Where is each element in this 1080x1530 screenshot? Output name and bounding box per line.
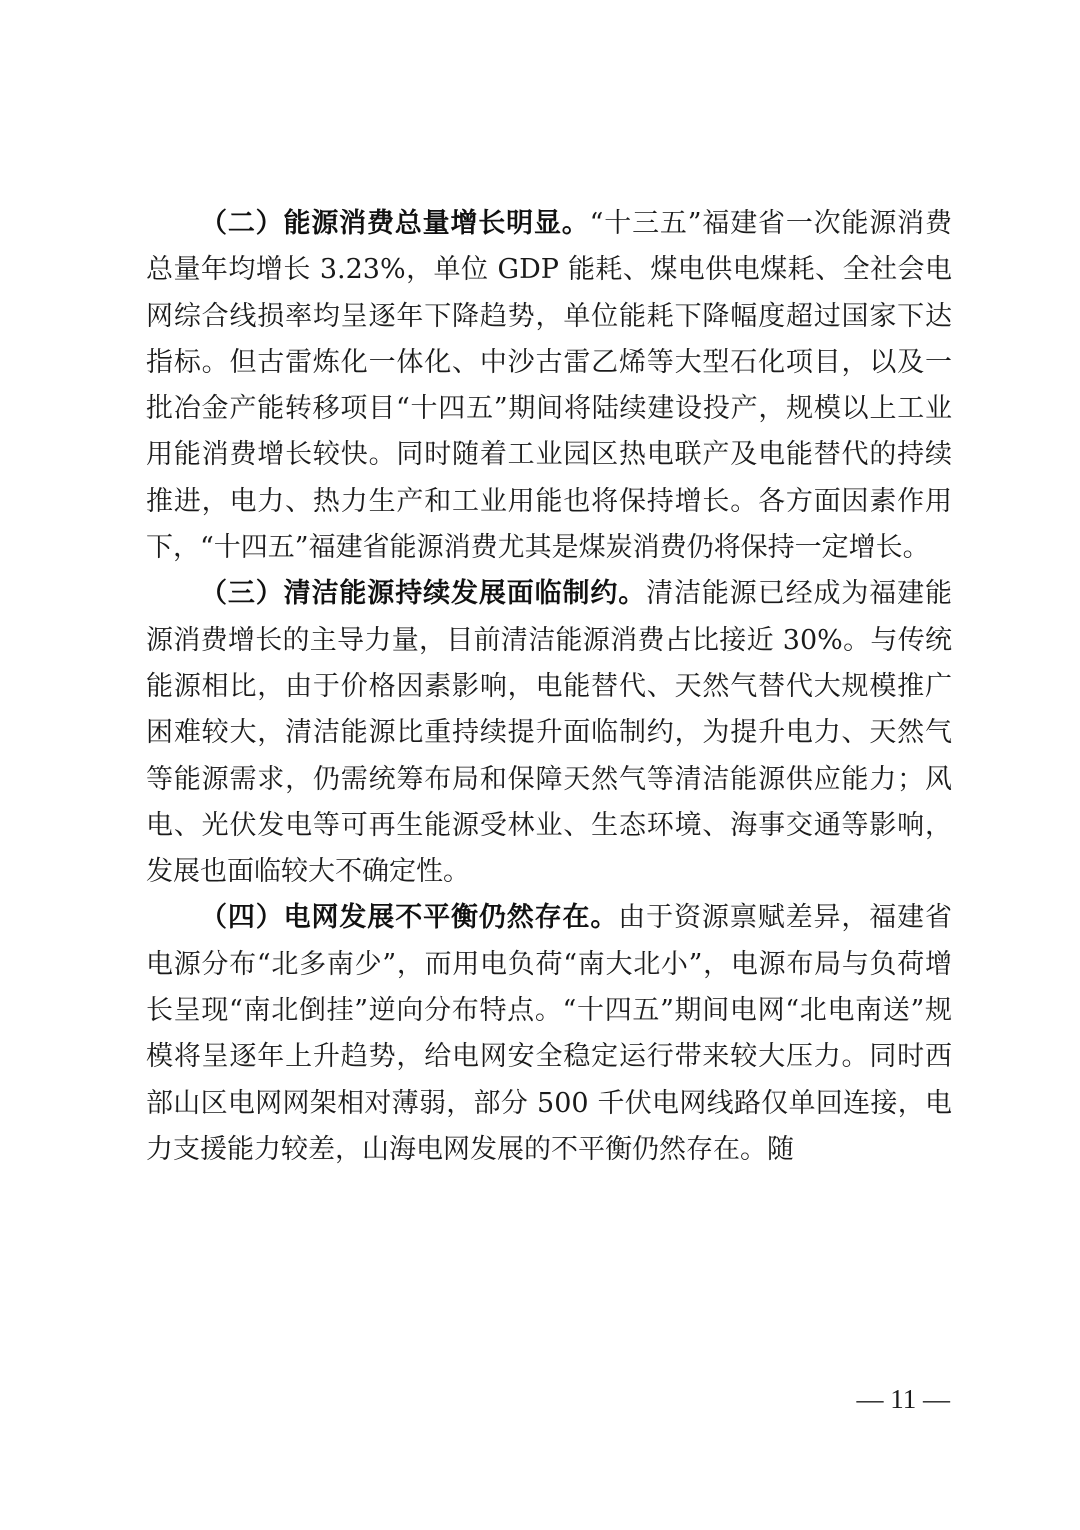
paragraph-text: 清洁能源已经成为福建能源消费增长的主导力量，目前清洁能源消费占比接近 30%。与传统能源相比，由于价格因素影响，电能替代、天然气替代大规模推广困难较大，清洁能源比重持续提升面临制约，为提升电力、天然气等能源需求，仍需统筹布局和保障天然气等清洁能源供应能力；风电、光伏发电等可再生能源受林业、生态环境、海事交通等影响，发展也面临较大不确定性。 [146, 578, 953, 888]
section-heading: （三）清洁能源持续发展面临制约。 [200, 578, 647, 610]
paragraph-clean-energy [146, 571, 952, 895]
section-heading: （四）电网发展不平衡仍然存在。 [200, 902, 619, 934]
section-heading: （二）能源消费总量增长明显。 [200, 208, 590, 239]
paragraph-text: “十三五”福建省一次能源消费总量年均增长 3.23%，单位 GDP 能耗、煤电供电煤耗、全社会电网综合线损率均呈逐年下降趋势，单位能耗下降幅度超过国家下达指标。但古雷炼化一体化、中沙古雷乙烯等大型石化项目，以及一批冶金产能转移项目“十四五”期间将陆续建设投产，规模以上工业用能消费增长较快。同时随着工业园区热电联产及电能替代的持续推进，电力、热力生产和工业用能也将保持增长。各方面因素作用下，“十四五”福建省能源消费尤其是煤炭消费仍将保持一定增长。 [146, 208, 952, 564]
body-text [146, 201, 952, 1173]
paragraph-grid-imbalance [146, 895, 952, 1173]
paragraph-text: 由于资源禀赋差异，福建省电源分布“北多南少”，而用电负荷“南大北小”，电源布局与负荷增长呈现“南北倒挂”逆向分布特点。“十四五”期间电网“北电南送”规模将呈逐年上升趋势，给电网安全稳定运行带来较大压力。同时西部山区电网网架相对薄弱，部分 500 千伏电网线路仅单回连接，电力支援能力较差，山海电网发展的不平衡仍然存在。随 [146, 902, 953, 1165]
page-number: — 11 — [856, 1384, 950, 1414]
paragraph-energy-consumption [146, 201, 952, 571]
